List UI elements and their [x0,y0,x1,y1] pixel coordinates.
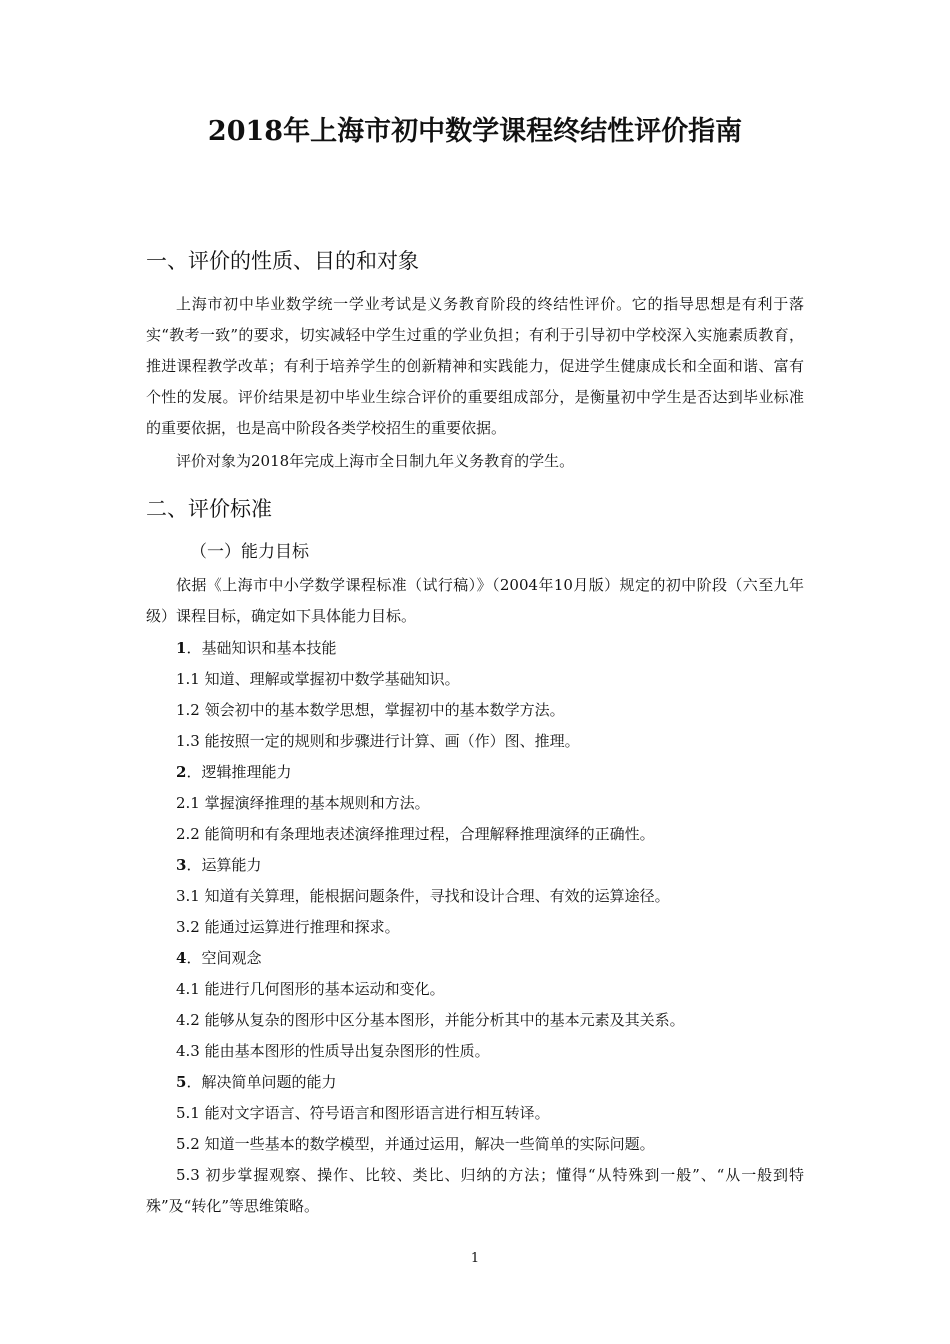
list-item: 3.1 知道有关算理，能根据问题条件，寻找和设计合理、有效的运算途径。 [176,887,670,905]
list-item: 4.1 能进行几何图形的基本运动和变化。 [176,980,445,998]
section-2-heading: 二、评价标准 [146,497,272,521]
list-item: 1.2 领会初中的基本数学思想，掌握初中的基本数学方法。 [176,701,565,719]
list-item: 5.1 能对文字语言、符号语言和图形语言进行相互转译。 [176,1104,550,1122]
list-item: 4．空间观念 [176,949,262,967]
page-number: 1 [470,1251,480,1266]
list-item: 3．运算能力 [176,856,262,874]
item-number: 4 [176,949,187,967]
list-item: 4.2 能够从复杂的图形中区分基本图形，并能分析其中的基本元素及其关系。 [176,1011,685,1029]
item-number: 1 [176,639,187,657]
list-item: 2．逻辑推理能力 [176,763,292,781]
document-title: 2018年上海市初中数学课程终结性评价指南 [207,116,743,147]
list-item: 4.3 能由基本图形的性质导出复杂图形的性质。 [176,1042,490,1060]
section-2-subheading: （一）能力目标 [190,542,309,562]
list-item: 1.3 能按照一定的规则和步骤进行计算、画（作）图、推理。 [176,732,580,750]
list-item: 2.2 能简明和有条理地表述演绎推理过程，合理解释推理演绎的正确性。 [176,825,655,843]
list-item: 5．解决简单问题的能力 [176,1073,337,1091]
list-item-wrapped: 5.3 初步掌握观察、操作、比较、类比、归纳的方法；懂得“从特殊到一般”、“从一般到特殊”及“转化”等思维策略。 [146,1166,804,1215]
list-item: 3.2 能通过运算进行推理和探求。 [176,918,400,936]
item-number: 2 [176,763,187,781]
section-1-heading: 一、评价的性质、目的和对象 [146,249,419,273]
item-number: 5 [176,1073,187,1091]
list-item: 2.1 掌握演绎推理的基本规则和方法。 [176,794,430,812]
section-1-paragraph-1: 上海市初中毕业数学统一学业考试是义务教育阶段的终结性评价。它的指导思想是有利于落实“教考一致”的要求，切实减轻中学生过重的学业负担；有利于引导初中学校深入实施素质教育，推进课程教学改革；有利于培养学生的创新精神和实践能力，促进学生健康成长和全面和谐、富有个性的发展。评价结果是初中毕业生综合评价的重要组成部分，是衡量初中学生是否达到毕业标准的重要依据，也是高中阶段各类学校招生的重要依据。 [146,295,804,437]
list-item: 1.1 知道、理解或掌握初中数学基础知识。 [176,670,460,688]
section-1-paragraph-2: 评价对象为2018年完成上海市全日制九年义务教育的学生。 [176,452,575,470]
list-item: 5.2 知道一些基本的数学模型，并通过运用，解决一些简单的实际问题。 [176,1135,655,1153]
list-item: 1．基础知识和基本技能 [176,639,337,657]
section-2-intro: 依据《上海市中小学数学课程标准（试行稿）》（2004年10月版）规定的初中阶段（六至九年级）课程目标，确定如下具体能力目标。 [146,576,804,625]
item-number: 3 [176,856,187,874]
